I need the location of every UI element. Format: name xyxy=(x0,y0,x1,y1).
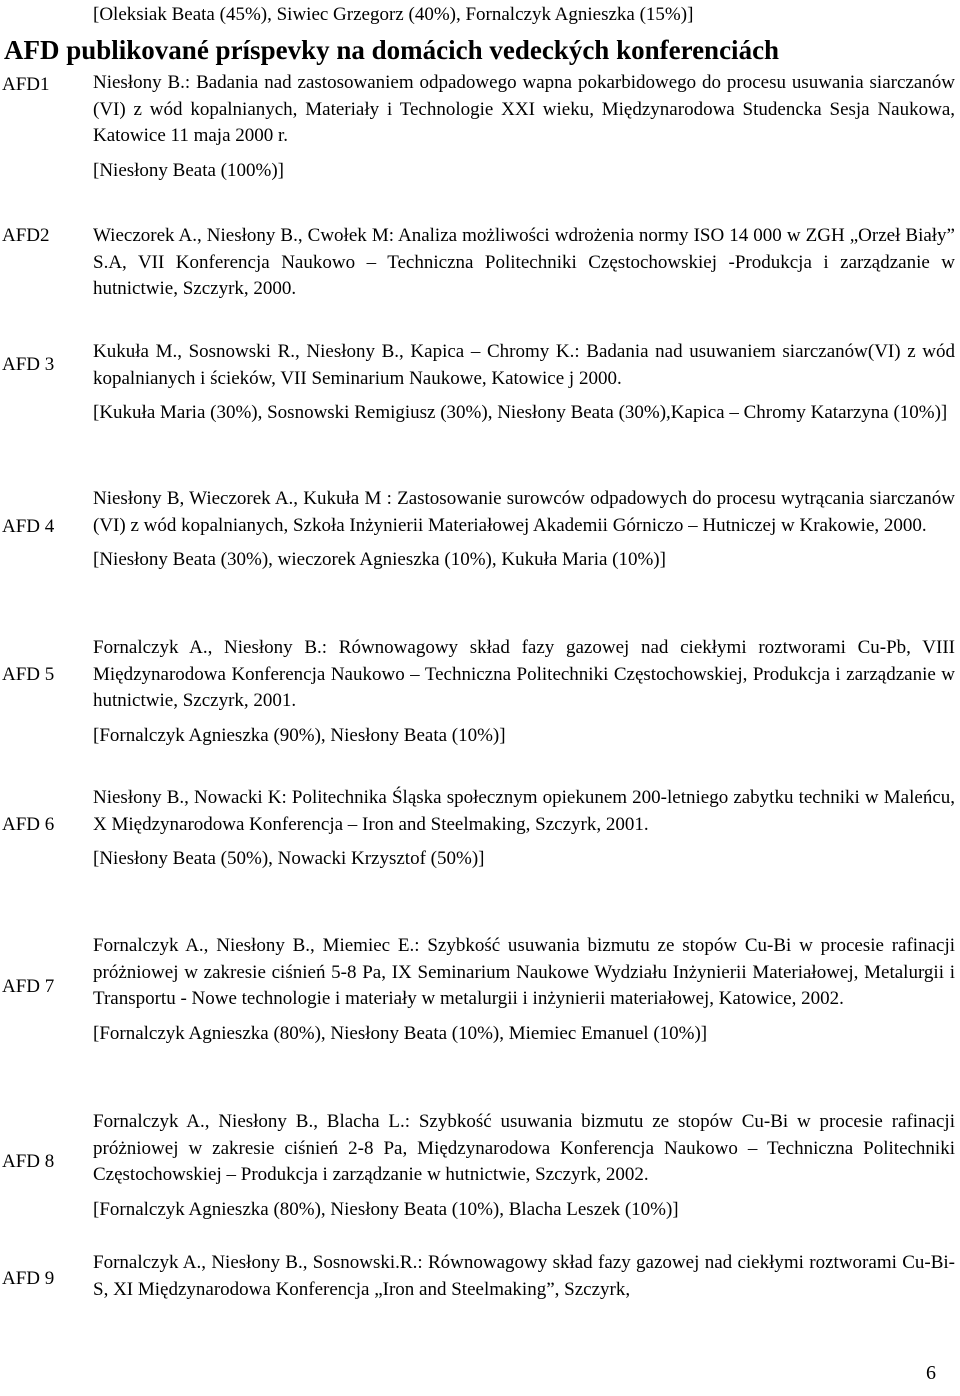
entry-label-afd3: AFD 3 xyxy=(2,354,55,375)
entry-afd4 xyxy=(93,486,955,574)
entry-afd7 xyxy=(93,933,955,1047)
entry-afd8 xyxy=(93,1109,955,1223)
entry-label-afd8: AFD 8 xyxy=(2,1151,55,1172)
entry-reference: Fornalczyk A., Niesłony B.: Równowagowy skład fazy gazowej nad ciekłymi roztworami Cu-Pb, VIII Międzynarodowa Konferencja Naukowo – Techniczna Politechniki Częstochowskiej, Produkcja i zarządzanie w hutnictwie, Szczyrk, 2001. xyxy=(93,637,955,711)
entry-author-shares: [Fornalczyk Agnieszka (80%), Niesłony Beata (10%), Blacha Leszek (10%)] xyxy=(93,1198,679,1220)
entry-afd2 xyxy=(93,223,955,303)
entry-reference: Wieczorek A., Niesłony B., Cwołek M: Analiza możliwości wdrożenia normy ISO 14 000 w ZGH „Orzeł Biały” S.A, VII Konferencja Naukowo – Techniczna Politechniki Częstochowskiej -Produkcja i zarządzanie w hutnictwie, Szczyrk, 2000. xyxy=(93,225,955,299)
entry-reference: Kukuła M., Sosnowski R., Niesłony B., Kapica – Chromy K.: Badania nad usuwaniem siarczanów(VI) z wód kopalnianych i ścieków, VII Seminarium Naukowe, Katowice j 2000. xyxy=(93,341,955,389)
entry-label-afd9: AFD 9 xyxy=(2,1268,55,1289)
entry-author-shares: [Niesłony Beata (50%), Nowacki Krzysztof (50%)] xyxy=(93,848,485,869)
entry-label-afd1: AFD1 xyxy=(2,74,50,95)
page-number: 6 xyxy=(926,1362,936,1384)
entry-afd9 xyxy=(93,1250,955,1303)
entry-afd3 xyxy=(93,339,955,427)
entry-author-shares: [Fornalczyk Agnieszka (90%), Niesłony Beata (10%)] xyxy=(93,724,506,746)
entry-label-afd6: AFD 6 xyxy=(2,814,55,835)
entry-label-afd5: AFD 5 xyxy=(2,664,55,685)
entry-afd5 xyxy=(93,635,955,749)
entry-author-shares: [Niesłony Beata (30%), wieczorek Agnieszka (10%), Kukuła Maria (10%)] xyxy=(93,549,666,570)
entry-reference: Niesłony B., Nowacki K: Politechnika Śląska społecznym opiekunem 200-letniego zabytku techniki w Maleńcu, X Międzynarodowa Konferencja – Iron and Steelmaking, Szczyrk, 2001. xyxy=(93,787,955,835)
section-heading: AFD publikované príspevky na domácich vedeckých konferenciách xyxy=(4,35,780,65)
entry-label-afd4: AFD 4 xyxy=(2,516,55,537)
entry-label-afd7: AFD 7 xyxy=(2,976,55,997)
entry-reference: Niesłony B, Wieczorek A., Kukuła M : Zastosowanie surowców odpadowych do procesu wytrącania siarczanów (VI) z wód kopalnianych, Szkoła Inżynierii Materiałowej Akademii Górniczo – Hutniczej w Krakowie, 2000. xyxy=(93,488,955,536)
entry-reference: Niesłony B.: Badania nad zastosowaniem odpadowego wapna pokarbidowego do procesu usuwania siarczanów (VI) z wód kopalnianych, Materiały i Technologie XXI wieku, Międzynarodowa Studencka Sesja Naukowa, Katowice 11 maja 2000 r. xyxy=(93,72,955,146)
entry-reference: Fornalczyk A., Niesłony B., Blacha L.: Szybkość usuwania bizmutu ze stopów Cu-Bi w procesie rafinacji próżniowej w zakresie ciśnień 2-8 Pa, Międzynarodowa Konferencja Naukowo – Techniczna Politechniki Częstochowskiej – Produkcja i zarządzanie w hutnictwie, Szczyrk, 2002. xyxy=(93,1111,955,1185)
entry-author-shares: [Niesłony Beata (100%)] xyxy=(93,159,284,181)
entry-afd1 xyxy=(93,70,955,184)
entry-label-afd2: AFD2 xyxy=(2,225,50,246)
entry-author-shares: [Kukuła Maria (30%), Sosnowski Remigiusz (30%), Niesłony Beata (30%),Kapica – Chromy Katarzyna (10%)] xyxy=(93,402,948,423)
entry-afd6 xyxy=(93,785,955,873)
entry-reference: Fornalczyk A., Niesłony B., Sosnowski.R.: Równowagowy skład fazy gazowej nad ciekłymi roztworami Cu-Bi-S, XI Międzynarodowa Konferencja „Iron and Steelmaking”, Szczyrk, xyxy=(93,1252,955,1300)
entry-author-shares: [Fornalczyk Agnieszka (80%), Niesłony Beata (10%), Miemiec Emanuel (10%)] xyxy=(93,1022,708,1044)
author-share-line: [Oleksiak Beata (45%), Siwiec Grzegorz (40%), Fornalczyk Agnieszka (15%)] xyxy=(93,4,694,25)
entry-reference: Fornalczyk A., Niesłony B., Miemiec E.: Szybkość usuwania bizmutu ze stopów Cu-Bi w procesie rafinacji próżniowej w zakresie ciśnień 5-8 Pa, IX Seminarium Naukowe Wydziału Inżynierii Materiałowej, Metalurgii i Transportu - Nowe technologie i materiały w metalurgii i inżynierii materiałowej, Katowice, 2002. xyxy=(93,935,955,1009)
